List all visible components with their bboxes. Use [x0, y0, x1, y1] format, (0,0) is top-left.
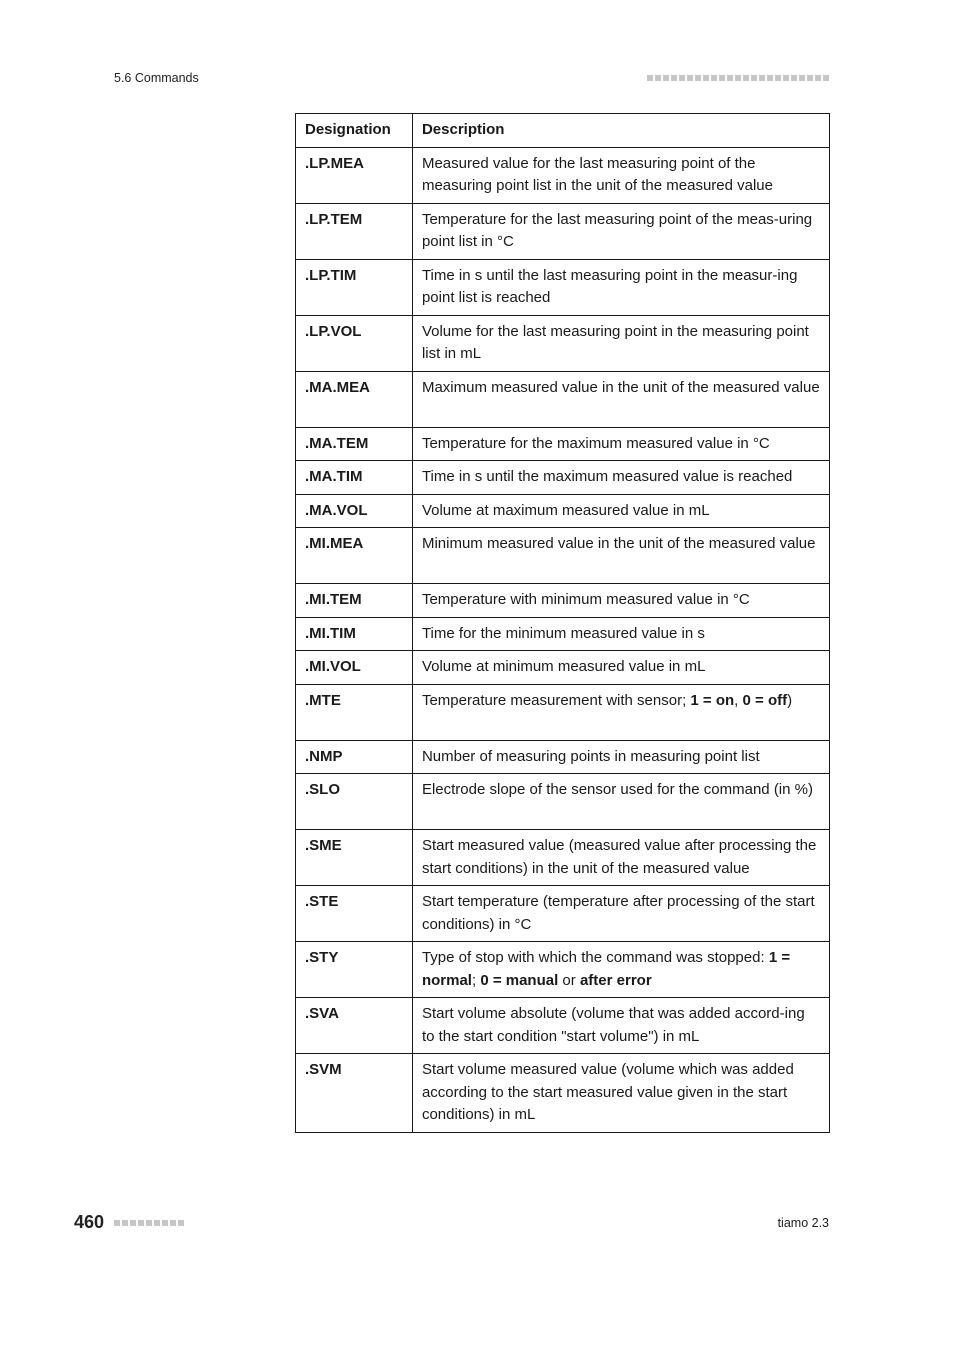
designation-cell: .NMP — [296, 740, 413, 774]
description-cell: Volume at maximum measured value in mL — [412, 494, 829, 528]
designation-cell: .SME — [296, 830, 413, 886]
designation-cell: .MA.MEA — [296, 371, 413, 427]
description-cell: Temperature for the last measuring point of the meas-uring point list in °C — [412, 203, 829, 259]
designation-cell: .MA.TIM — [296, 461, 413, 495]
description-bold: 1 = on — [690, 691, 735, 709]
description-cell: Volume for the last measuring point in the measuring point list in mL — [412, 315, 829, 371]
table-row — [296, 830, 830, 886]
description-text: Temperature measurement with sensor; — [421, 691, 691, 709]
designation-cell: .MI.TEM — [296, 584, 413, 618]
description-cell: Temperature for the maximum measured value in °C — [412, 427, 829, 461]
description-text: ) — [787, 691, 793, 709]
column-header-description: Description — [412, 114, 829, 148]
page-number: 460 — [74, 1212, 105, 1232]
designation-cell: .MA.VOL — [296, 494, 413, 528]
description-cell — [412, 684, 829, 740]
column-header-designation: Designation — [296, 114, 413, 148]
table-row — [296, 371, 830, 427]
designation-cell: .STE — [296, 886, 413, 942]
description-cell: Start temperature (temperature after processing of the start conditions) in °C — [412, 886, 829, 942]
designation-cell: .MI.MEA — [296, 528, 413, 584]
table-row — [296, 147, 830, 203]
description-bold: 1 = normal — [421, 949, 791, 989]
designation-cell: .SVA — [296, 998, 413, 1054]
description-text: Type of stop with which the command was stopped: — [421, 949, 769, 966]
table-row — [296, 315, 830, 371]
running-header-section: 5.6 Commands — [114, 71, 199, 85]
table-row — [296, 494, 830, 528]
designation-cell: .SVM — [296, 1054, 413, 1133]
table-row — [296, 203, 830, 259]
description-cell: Start measured value (measured value after processing the start conditions) in the unit of the measured value — [412, 830, 829, 886]
description-cell: Volume at minimum measured value in mL — [412, 651, 829, 685]
table-row — [296, 740, 830, 774]
table-row — [296, 617, 830, 651]
table-row — [296, 651, 830, 685]
designation-cell: .LP.TIM — [296, 259, 413, 315]
table-row — [296, 684, 830, 740]
table-header-row — [296, 114, 830, 148]
description-bold: 0 = manual — [480, 971, 559, 989]
designation-cell: .LP.MEA — [296, 147, 413, 203]
description-cell: Temperature with minimum measured value in °C — [412, 584, 829, 618]
table-row — [296, 1054, 830, 1133]
description-cell: Time in s until the maximum measured value is reached — [412, 461, 829, 495]
designation-cell: .SLO — [296, 774, 413, 830]
table-row — [296, 998, 830, 1054]
designation-cell: .MI.TIM — [296, 617, 413, 651]
description-cell: Number of measuring points in measuring point list — [412, 740, 829, 774]
description-text: or — [558, 971, 580, 989]
designation-cell: .MA.TEM — [296, 427, 413, 461]
description-text: , — [734, 691, 743, 709]
description-cell: Start volume absolute (volume that was added accord-ing to the start condition "start volume") in mL — [412, 998, 829, 1054]
header-decoration — [647, 75, 829, 81]
footer-product-label: tiamo 2.3 — [777, 1216, 829, 1230]
footer-decoration — [114, 1220, 184, 1226]
table-row — [296, 774, 830, 830]
description-bold: 0 = off — [742, 691, 788, 709]
designation-cell: .STY — [296, 942, 413, 998]
table-row — [296, 461, 830, 495]
description-cell: Electrode slope of the sensor used for the command (in %) — [412, 774, 829, 830]
designation-cell: .LP.TEM — [296, 203, 413, 259]
command-variables-table — [295, 113, 830, 1133]
table-row — [296, 528, 830, 584]
table-row — [296, 584, 830, 618]
designation-cell: .LP.VOL — [296, 315, 413, 371]
description-text: ; — [471, 971, 481, 989]
description-cell: Measured value for the last measuring point of the measuring point list in the unit of the measured value — [412, 147, 829, 203]
description-cell — [412, 942, 829, 998]
description-cell: Start volume measured value (volume which was added according to the start measured value given in the start conditions) in mL — [412, 1054, 829, 1133]
designation-cell: .MI.VOL — [296, 651, 413, 685]
description-bold: after error — [579, 971, 652, 989]
description-cell: Time in s until the last measuring point in the measur-ing point list is reached — [412, 259, 829, 315]
description-cell: Minimum measured value in the unit of the measured value — [412, 528, 829, 584]
table-row — [296, 427, 830, 461]
description-cell: Maximum measured value in the unit of the measured value — [412, 371, 829, 427]
designation-cell: .MTE — [296, 684, 413, 740]
description-cell: Time for the minimum measured value in s — [412, 617, 829, 651]
table-row — [296, 259, 830, 315]
table-row — [296, 942, 830, 998]
table-row — [296, 886, 830, 942]
